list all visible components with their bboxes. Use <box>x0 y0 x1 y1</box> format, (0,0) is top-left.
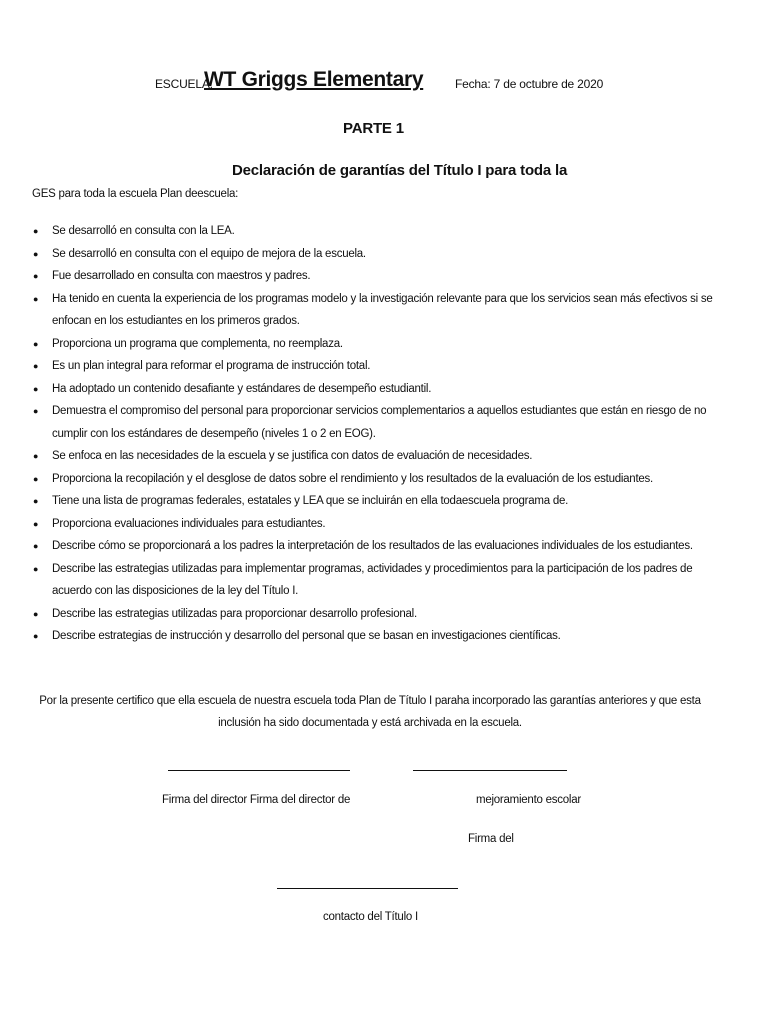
list-item-text: Describe cómo se proporcionará a los padres la interpretación de los resultados de las evaluaciones individuales de los estudiantes. <box>52 540 693 552</box>
list-item <box>32 243 722 266</box>
list-item <box>32 378 722 401</box>
list-item-text: Describe las estrategias utilizadas para implementar programas, actividades y procedimientos para la participación de los padres de acuerdo con las disposiciones de la ley del Título I. <box>52 562 693 597</box>
bullet-icon: ● <box>33 496 39 506</box>
list-item-text: Proporciona evaluaciones individuales para estudiantes. <box>52 517 326 530</box>
list-item <box>32 513 722 536</box>
bullet-icon: ● <box>33 451 39 461</box>
bullet-icon: ● <box>33 271 39 281</box>
bullet-icon: ● <box>33 563 39 574</box>
bullet-icon: ● <box>33 338 39 349</box>
list-item-text: Ha adoptado un contenido desafiante y estándares de desempeño estudiantil. <box>52 382 432 395</box>
list-item <box>32 558 722 603</box>
list-item <box>32 445 722 468</box>
list-item <box>32 468 722 491</box>
list-item-text: Se desarrolló en consulta con la LEA. <box>52 225 235 237</box>
guarantees-list <box>32 220 722 648</box>
list-item <box>32 288 722 333</box>
bullet-icon: ● <box>33 473 39 484</box>
bullet-icon: ● <box>33 293 39 304</box>
improvement-signature-label: mejoramiento escolar <box>476 794 581 806</box>
bullet-icon: ● <box>33 541 39 551</box>
bullet-icon: ● <box>33 631 39 641</box>
bullet-icon: ● <box>33 226 39 236</box>
firma-del-label: Firma del <box>468 833 514 845</box>
list-item-text: Fue desarrollado en consulta con maestros y padres. <box>52 270 311 282</box>
list-item <box>32 625 722 648</box>
list-item <box>32 355 722 378</box>
bullet-icon: ● <box>33 361 39 371</box>
title1-contact-label: contacto del Título I <box>323 911 418 923</box>
list-item <box>32 333 722 356</box>
list-item-text: Demuestra el compromiso del personal para proporcionar servicios complementarios a aquellos estudiantes que están en riesgo de no cumplir con los estándares de desempeño (niveles 1 o 2 en EOG). <box>52 405 707 440</box>
date-label: Fecha: 7 de octubre de 2020 <box>455 77 604 91</box>
list-item <box>32 490 722 513</box>
bullet-icon: ● <box>33 406 39 416</box>
section-title: Declaración de garantías del Título I para toda la <box>232 162 568 179</box>
school-name: WT Griggs Elementary <box>204 68 424 91</box>
part-title: PARTE 1 <box>343 120 404 137</box>
certification-text: Por la presente certifico que ella escuela de nuestra escuela toda Plan de Título I paraha incorporado las garantías anteriores y que esta inclusión ha sido documentada y está archivada en la escuela. <box>39 695 701 729</box>
title1-contact-signature-line <box>277 888 458 889</box>
list-item <box>32 400 722 445</box>
school-label: ESCUELA: <box>155 77 213 91</box>
list-item <box>32 535 722 558</box>
list-item <box>32 603 722 626</box>
list-item-text: Describe las estrategias utilizadas para proporcionar desarrollo profesional. <box>52 607 417 620</box>
list-item-text: Ha tenido en cuenta la experiencia de los programas modelo y la investigación relevante para que los servicios sean más efectivos si se enfocan en los estudiantes en los primeros grados. <box>52 292 713 327</box>
list-item-text: Describe estrategias de instrucción y desarrollo del personal que se basan en investigaciones científicas. <box>52 630 561 642</box>
list-item-text: Proporciona la recopilación y el desglose de datos sobre el rendimiento y los resultados de la evaluación de los estudiantes. <box>52 472 653 485</box>
bullet-icon: ● <box>33 383 39 394</box>
list-item-text: Se desarrolló en consulta con el equipo de mejora de la escuela. <box>52 247 366 260</box>
intro-text: GES para toda la escuela Plan deescuela: <box>32 188 239 200</box>
list-item-text: Proporciona un programa que complementa, no reemplaza. <box>52 337 343 350</box>
improvement-signature-line <box>413 770 567 771</box>
list-item <box>32 265 722 288</box>
director-signature-line <box>168 770 350 771</box>
director-signature-label: Firma del director Firma del director de <box>162 794 351 806</box>
bullet-icon: ● <box>33 248 39 259</box>
list-item <box>32 220 722 243</box>
list-item-text: Es un plan integral para reformar el programa de instrucción total. <box>52 360 371 372</box>
list-item-text: Se enfoca en las necesidades de la escuela y se justifica con datos de evaluación de necesidades. <box>52 450 533 462</box>
list-item-text: Tiene una lista de programas federales, estatales y LEA que se incluirán en ella todaescuela programa de. <box>52 495 569 507</box>
bullet-icon: ● <box>33 608 39 619</box>
bullet-icon: ● <box>33 518 39 529</box>
